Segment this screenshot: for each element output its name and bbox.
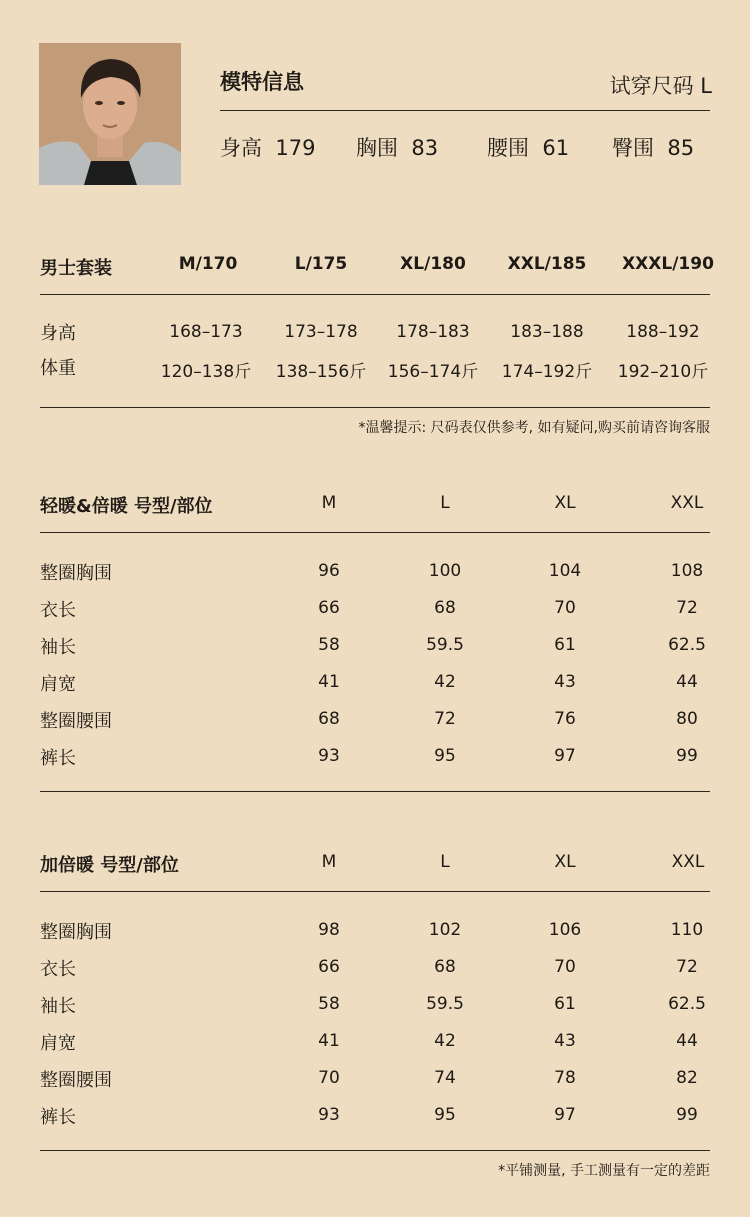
size-cell: 104 (548, 561, 582, 581)
size-cell: 44 (676, 672, 698, 692)
size-cell: 68 (434, 957, 456, 977)
size-cell: 62.5 (668, 994, 706, 1014)
size-row-label: 裤长 (40, 748, 76, 769)
size-cell: 108 (670, 561, 704, 581)
size-cell: 98 (318, 920, 340, 940)
size-cell: 62.5 (668, 635, 706, 655)
size-cell: 72 (676, 598, 698, 618)
light-size-header: XL (554, 493, 576, 513)
size-cell: 76 (554, 709, 576, 729)
size-row-label: 袖长 (40, 637, 76, 658)
size-cell: 68 (434, 598, 456, 618)
size-cell: 110 (670, 920, 704, 940)
size-cell: 44 (676, 1031, 698, 1051)
suit-cell: 173–178 (284, 322, 358, 342)
double-header-divider (40, 891, 710, 892)
size-row-label: 肩宽 (40, 674, 76, 695)
size-cell: 42 (434, 672, 456, 692)
size-cell: 58 (318, 635, 340, 655)
model-info-title: 模特信息 (220, 70, 304, 94)
suit-bottom-divider (40, 407, 710, 408)
double-table-title: 加倍暖 号型/部位 (40, 855, 179, 876)
size-cell: 80 (676, 709, 698, 729)
size-cell: 68 (318, 709, 340, 729)
light-header-divider (40, 532, 710, 533)
suit-size-header: XXXL/190 (622, 254, 714, 274)
size-cell: 70 (554, 598, 576, 618)
size-row-label: 整圈腰围 (40, 711, 112, 732)
measurement-note: *平铺测量, 手工测量有一定的差距 (498, 1163, 710, 1179)
double-bottom-divider (40, 1150, 710, 1151)
size-cell: 41 (318, 1031, 340, 1051)
size-cell: 70 (318, 1068, 340, 1088)
size-cell: 106 (548, 920, 582, 940)
suit-table-title: 男士套装 (40, 258, 112, 279)
size-cell: 42 (434, 1031, 456, 1051)
light-bottom-divider (40, 791, 710, 792)
size-cell: 93 (318, 746, 340, 766)
size-cell: 93 (318, 1105, 340, 1125)
size-row-label: 袖长 (40, 996, 76, 1017)
model-divider (220, 110, 710, 111)
size-cell: 97 (554, 746, 576, 766)
suit-row-label: 身高 (40, 323, 76, 344)
size-cell: 99 (676, 1105, 698, 1125)
model-measure-waist: 腰围 61 (487, 136, 570, 160)
size-cell: 70 (554, 957, 576, 977)
suit-cell: 168–173 (169, 322, 243, 342)
size-cell: 43 (554, 1031, 576, 1051)
double-size-header: XL (554, 852, 576, 872)
light-table-title: 轻暖&倍暖 号型/部位 (40, 496, 213, 517)
size-cell: 100 (428, 561, 462, 581)
model-measure-height: 身高 179 (220, 136, 316, 160)
size-cell: 59.5 (426, 635, 464, 655)
size-cell: 74 (434, 1068, 456, 1088)
suit-cell: 188–192 (626, 322, 700, 342)
suit-size-header: XL/180 (400, 254, 466, 274)
size-cell: 61 (554, 635, 576, 655)
model-photo (39, 43, 181, 185)
suit-cell: 178–183 (396, 322, 470, 342)
size-cell: 99 (676, 746, 698, 766)
suit-cell: 174–192斤 (501, 362, 593, 382)
size-cell: 43 (554, 672, 576, 692)
suit-cell: 156–174斤 (387, 362, 479, 382)
size-row-label: 衣长 (40, 959, 76, 980)
size-row-label: 裤长 (40, 1107, 76, 1128)
size-row-label: 衣长 (40, 600, 76, 621)
size-cell: 61 (554, 994, 576, 1014)
suit-cell: 138–156斤 (275, 362, 367, 382)
size-cell: 95 (434, 746, 456, 766)
size-cell: 95 (434, 1105, 456, 1125)
tried-size: 试穿尺码 L (609, 74, 712, 98)
suit-cell: 183–188 (510, 322, 584, 342)
size-row-label: 整圈胸围 (40, 563, 112, 584)
size-cell: 58 (318, 994, 340, 1014)
light-size-header: M (321, 493, 337, 513)
size-disclaimer: *温馨提示: 尺码表仅供参考, 如有疑问,购买前请咨询客服 (358, 420, 710, 436)
size-cell: 66 (318, 957, 340, 977)
size-row-label: 肩宽 (40, 1033, 76, 1054)
double-size-header: M (321, 852, 337, 872)
suit-cell: 192–210斤 (617, 362, 709, 382)
suit-size-header: M/170 (178, 254, 238, 274)
suit-header-divider (40, 294, 710, 295)
size-cell: 78 (554, 1068, 576, 1088)
suit-cell: 120–138斤 (160, 362, 252, 382)
size-row-label: 整圈胸围 (40, 922, 112, 943)
size-cell: 82 (676, 1068, 698, 1088)
size-cell: 41 (318, 672, 340, 692)
size-cell: 66 (318, 598, 340, 618)
size-cell: 97 (554, 1105, 576, 1125)
size-cell: 59.5 (426, 994, 464, 1014)
double-size-header: XXL (671, 852, 705, 872)
light-size-header: L (440, 493, 450, 513)
size-row-label: 整圈腰围 (40, 1070, 112, 1091)
size-cell: 72 (676, 957, 698, 977)
suit-row-label: 体重 (40, 358, 76, 379)
size-cell: 72 (434, 709, 456, 729)
size-cell: 102 (428, 920, 462, 940)
light-size-header: XXL (670, 493, 704, 513)
suit-size-header: L/175 (294, 254, 348, 274)
model-measure-hip: 臀围 85 (612, 136, 695, 160)
size-cell: 96 (318, 561, 340, 581)
double-size-header: L (440, 852, 450, 872)
model-measure-chest: 胸围 83 (356, 136, 439, 160)
suit-size-header: XXL/185 (507, 254, 587, 274)
